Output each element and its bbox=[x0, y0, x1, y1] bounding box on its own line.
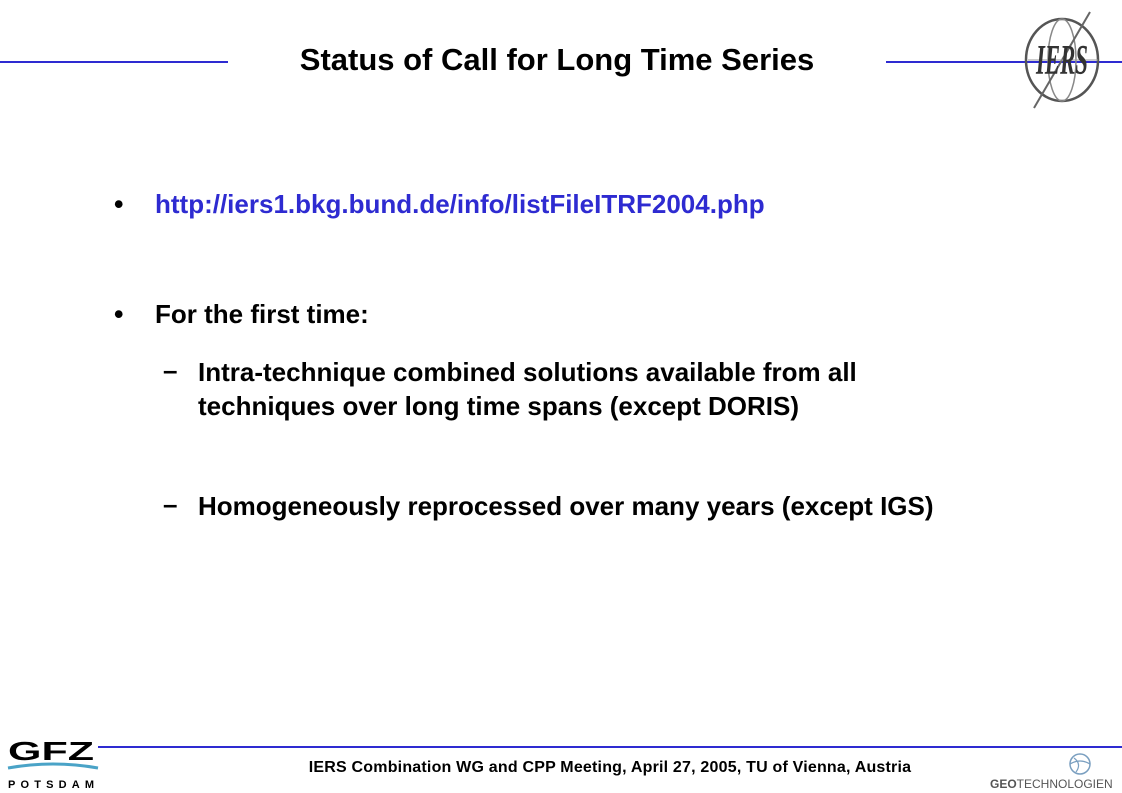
geotechnologien-logo bbox=[990, 750, 1122, 793]
iers-logo-text: IERS bbox=[1035, 38, 1088, 84]
globe-icon bbox=[1070, 754, 1090, 774]
sub-bullet-marker: – bbox=[163, 355, 178, 385]
page-title: Status of Call for Long Time Series bbox=[299, 42, 815, 77]
bullet-marker: • bbox=[114, 299, 124, 329]
bullet-link-iers-list[interactable]: http://iers1.bkg.bund.de/info/listFileITRF2004.php bbox=[155, 189, 765, 219]
sub-bullet-marker: – bbox=[163, 489, 178, 519]
bullet-marker: • bbox=[114, 189, 124, 219]
svg-text:GEOTECHNOLOGIEN bbox=[990, 777, 1113, 791]
geo-logo-bold: GEO bbox=[990, 777, 1017, 791]
geo-logo-rest: TECHNOLOGIEN bbox=[1016, 777, 1113, 791]
bullet-first-time: For the first time: bbox=[155, 299, 369, 329]
footer-rule bbox=[98, 746, 1122, 748]
sub-item-intra-technique: Intra-technique combined solutions available from all techniques over long time spans (except DORIS) bbox=[198, 357, 857, 421]
gfz-logo-subtext: POTSDAM bbox=[8, 779, 94, 791]
gfz-logo-text: GFZ bbox=[8, 736, 95, 766]
footer-text: IERS Combination WG and CPP Meeting, April 27, 2005, TU of Vienna, Austria bbox=[308, 759, 912, 776]
sub-item-reprocessed: Homogeneously reprocessed over many years (except IGS) bbox=[198, 491, 934, 521]
gfz-potsdam-logo bbox=[6, 736, 100, 792]
